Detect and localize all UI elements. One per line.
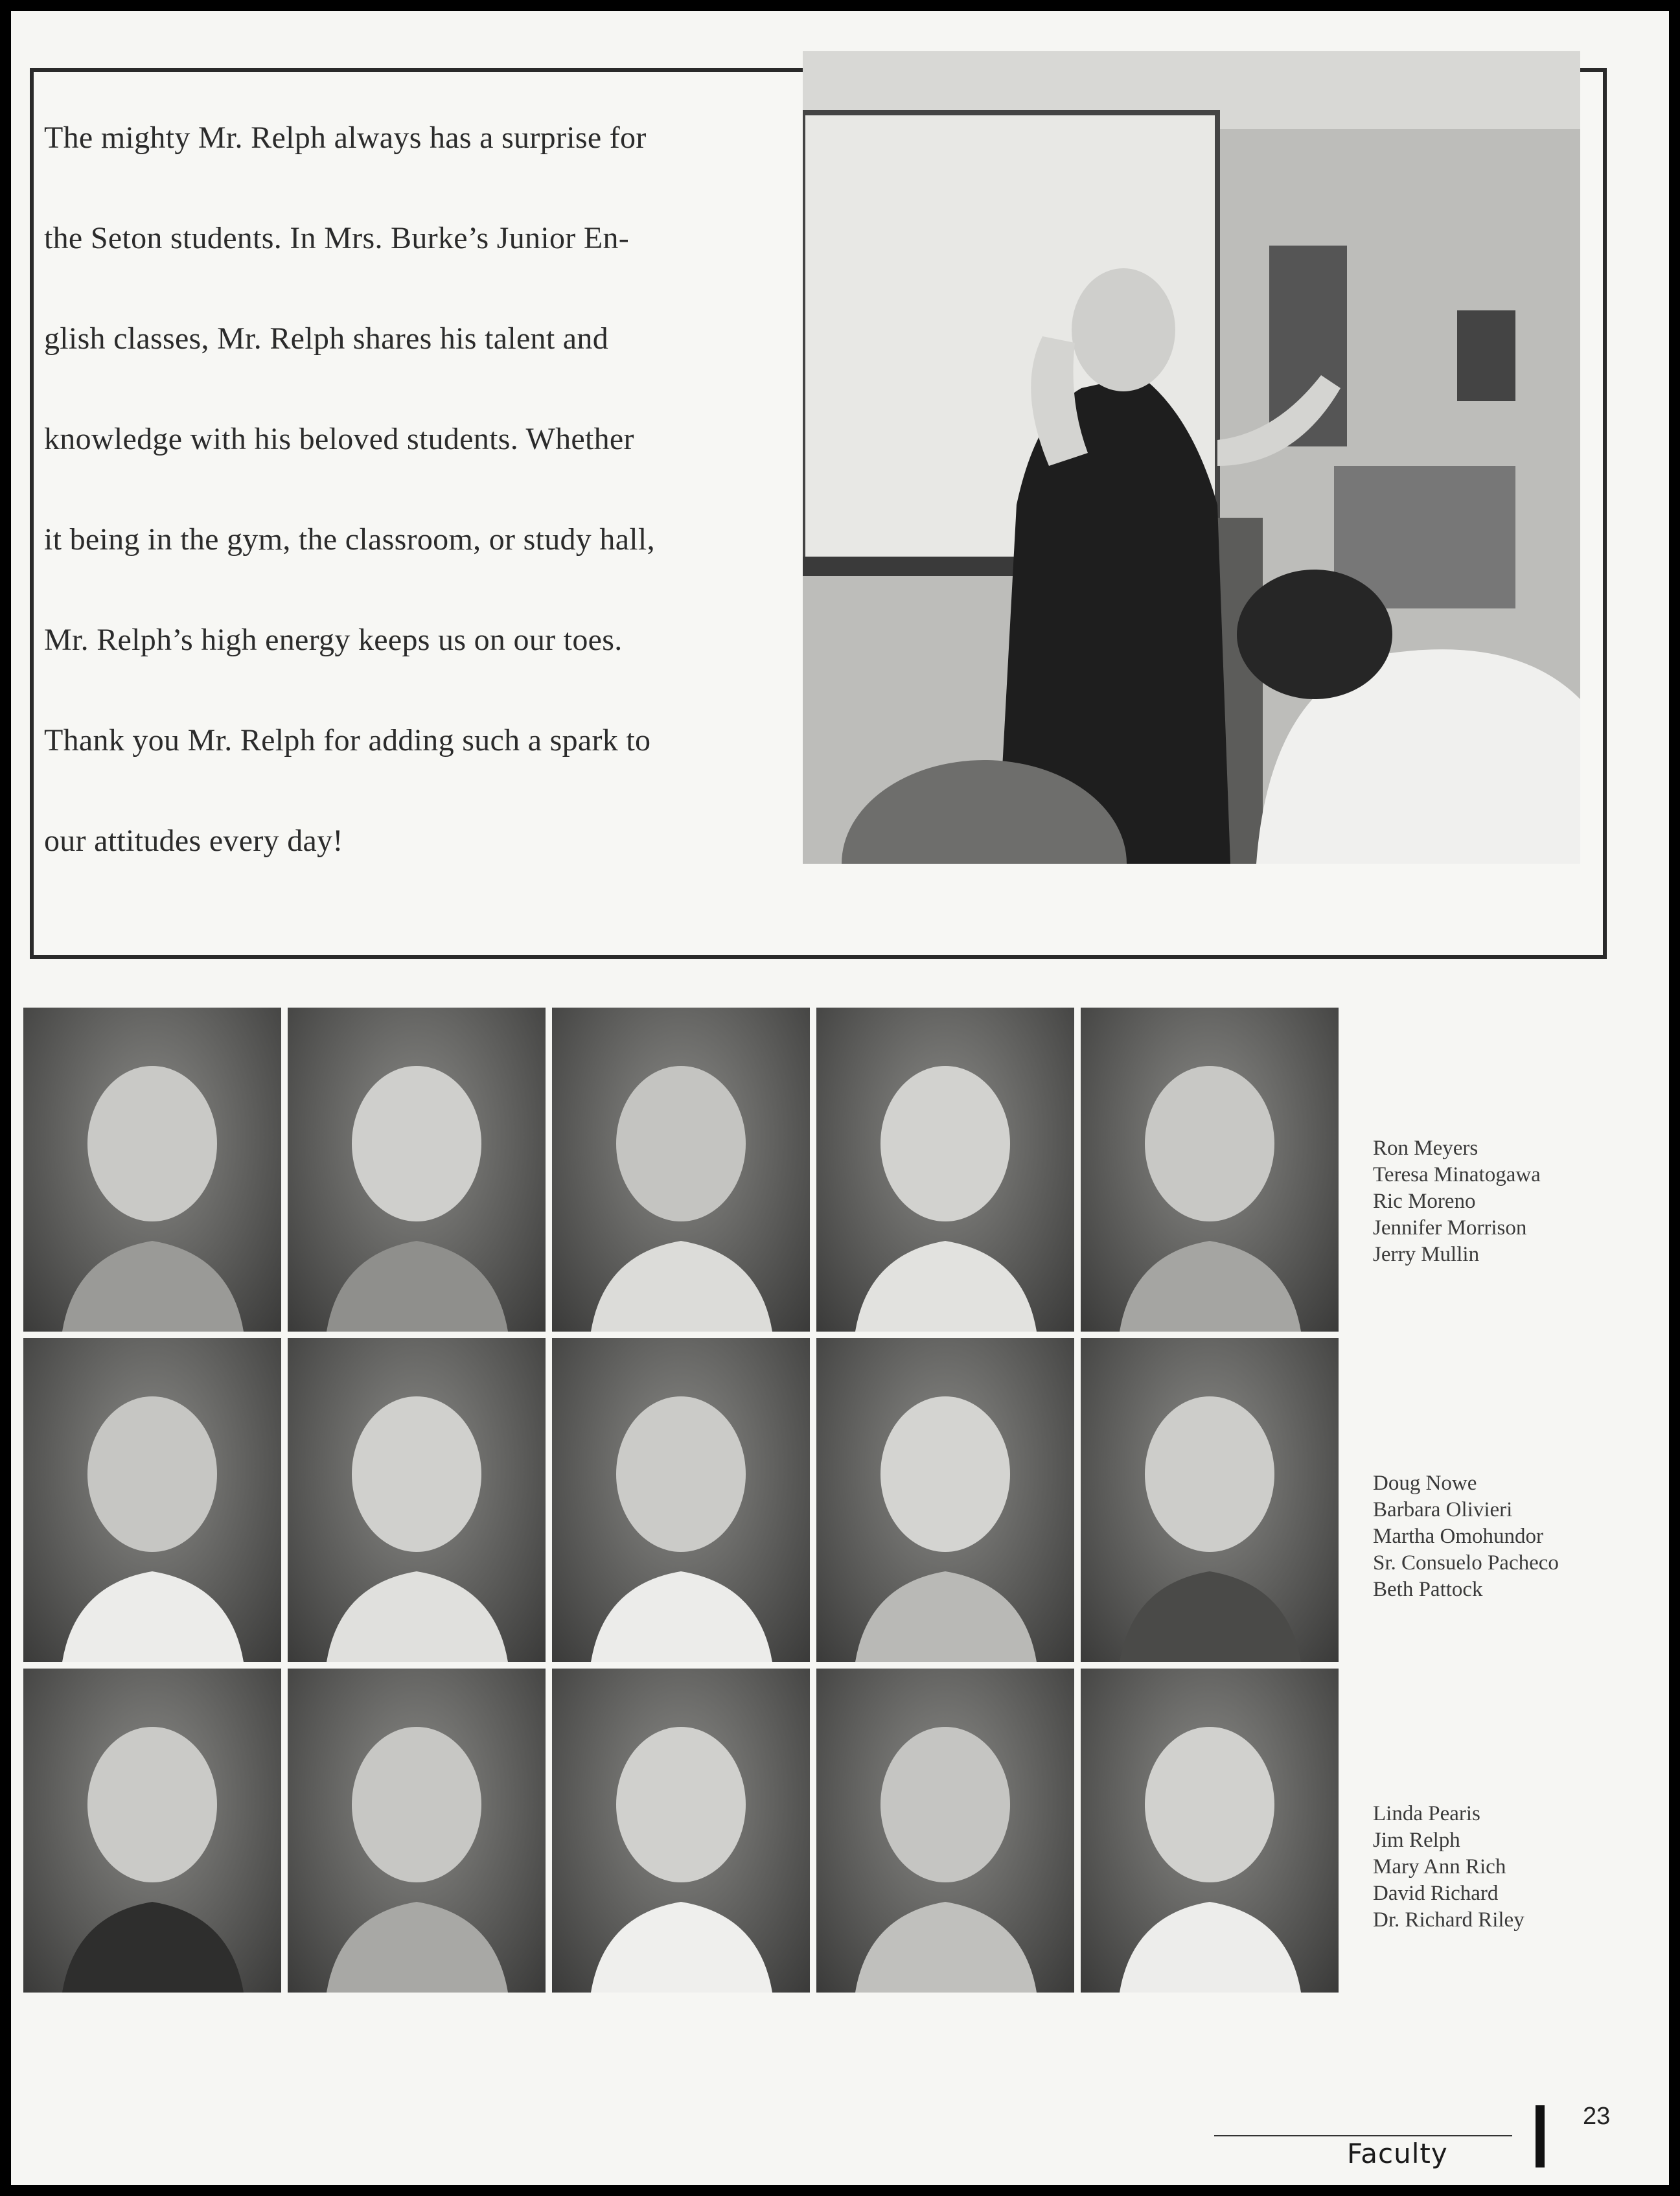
portrait-photo [23, 1338, 281, 1662]
yearbook-page [11, 11, 1669, 2185]
footer-rule [1214, 2135, 1512, 2136]
name-list [1373, 1470, 1559, 1603]
portrait-photo [816, 1669, 1074, 1993]
name-list [1373, 1135, 1541, 1268]
section-label: Faculty [1347, 2138, 1448, 2169]
faculty-name: Sr. Consuelo Pacheco [1373, 1551, 1559, 1575]
faculty-name: Jennifer Morrison [1373, 1216, 1527, 1240]
faculty-name: Dr. Richard Riley [1373, 1908, 1525, 1932]
faculty-name: Mary Ann Rich [1373, 1855, 1506, 1878]
portrait-photo [816, 1338, 1074, 1662]
portrait-photo [552, 1669, 810, 1993]
caption-line: knowledge with his beloved students. Whether [44, 422, 634, 456]
portrait-photo [288, 1669, 546, 1993]
faculty-name: Ric Moreno [1373, 1190, 1476, 1213]
faculty-name: Martha Omohundor [1373, 1525, 1544, 1548]
faculty-name: Jim Relph [1373, 1829, 1460, 1852]
faculty-name: Barbara Olivieri [1373, 1498, 1513, 1521]
portrait-photo [552, 1338, 810, 1662]
portrait-photo [552, 1008, 810, 1332]
faculty-name: Linda Pearis [1373, 1802, 1480, 1825]
faculty-name: David Richard [1373, 1882, 1499, 1905]
faculty-name: Ron Meyers [1373, 1137, 1479, 1160]
faculty-name: Beth Pattock [1373, 1578, 1483, 1601]
portrait-photo [1081, 1338, 1339, 1662]
caption-line: our attitudes every day! [44, 824, 343, 858]
faculty-name: Teresa Minatogawa [1373, 1163, 1541, 1186]
faculty-name: Jerry Mullin [1373, 1243, 1480, 1266]
caption-line: The mighty Mr. Relph always has a surprise for [44, 121, 647, 155]
portrait-photo [816, 1008, 1074, 1332]
feature-caption [44, 87, 789, 891]
portrait-photo [288, 1008, 546, 1332]
portrait-photo [23, 1008, 281, 1332]
caption-line: Mr. Relph’s high energy keeps us on our toes. [44, 623, 623, 657]
portrait-photo [1081, 1008, 1339, 1332]
footer-bar [1536, 2105, 1545, 2167]
classroom-photo [803, 51, 1580, 864]
portrait-photo [1081, 1669, 1339, 1993]
portrait-photo [23, 1669, 281, 1993]
page-number: 23 [1583, 2103, 1611, 2130]
portrait-photo [288, 1338, 546, 1662]
caption-line: glish classes, Mr. Relph shares his talent and [44, 321, 609, 356]
caption-line: the Seton students. In Mrs. Burke’s Junior En- [44, 221, 630, 255]
caption-line: it being in the gym, the classroom, or study hall, [44, 522, 655, 557]
caption-line: Thank you Mr. Relph for adding such a spark to [44, 723, 651, 757]
name-list [1373, 1801, 1525, 1934]
faculty-name: Doug Nowe [1373, 1472, 1477, 1495]
